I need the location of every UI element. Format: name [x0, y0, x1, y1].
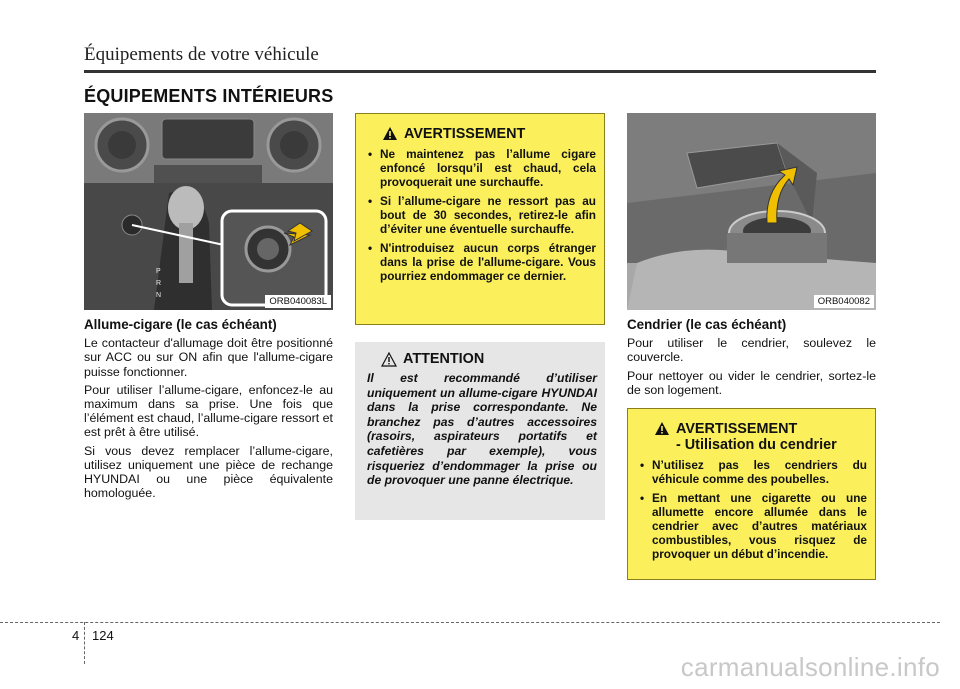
warning-title: AVERTISSEMENT [404, 125, 526, 142]
photo-code-right: ORB040082 [814, 295, 874, 308]
ashtray-heading: Cendrier (le cas échéant) [627, 317, 787, 332]
warning-item: • Ne maintenez pas l’allume cigare enfoncé lorsqu’il est chaud, cela provoquerait une surchauffe. [368, 147, 596, 189]
lighter-heading: Allume-cigare (le cas échéant) [84, 317, 277, 332]
ashtray-warning-item: • En mettant une cigarette ou une allumette encore allumée dans le cendrier avec d’autres matériaux combustibles, vous risquez de provoquer un début d’incendie. [640, 491, 867, 561]
cigarette-lighter-photo [84, 113, 333, 310]
ashtray-paragraph: Pour nettoyer ou vider le cendrier, sortez-le de son logement. [627, 368, 876, 397]
lighter-text-column [84, 318, 333, 504]
lighter-paragraph: Pour utiliser l’allume-cigare, enfoncez-le au maximum dans sa prise. Une fois que l’élément est chaud, l’allume-cigare ressort et est prêt à être utilisé. [84, 382, 333, 440]
ashtray-paragraph: Pour utiliser le cendrier, soulevez le couvercle. [627, 336, 876, 365]
warning-triangle-icon [654, 421, 670, 436]
ashtray-warning-title: AVERTISSEMENT [676, 420, 798, 437]
page-number: 124 [92, 628, 114, 643]
gear-letter-n: N [156, 292, 162, 299]
caution-body: Il est recommandé d’utiliser uniquement un allume-cigare HYUNDAI dans la prise correspondante. Ne branchez pas d’autres accessoires (rasoirs, aspirateurs portatifs et cafetières par exemple), vous risqueriez d’endommager la prise ou de provoquer une panne électrique. [367, 371, 597, 488]
warning-header [382, 126, 596, 141]
photo-code-left: ORB040083L [265, 295, 331, 308]
ashtray-warning-header [654, 421, 867, 436]
lighter-paragraph: Le contacteur d'allumage doit être positionné sur ACC ou sur ON afin que l'allume-cigare puisse fonctionner. [84, 336, 333, 379]
page-header-title: Équipements de votre véhicule [84, 44, 319, 65]
caution-header [381, 352, 597, 367]
warning-item: • N'introduisez aucun corps étranger dans la prise de l'allume-cigare. Vous pourriez endommager ce dernier. [368, 241, 596, 283]
caution-title: ATTENTION [403, 351, 485, 368]
ashtray-photo [627, 113, 876, 310]
chapter-number: 4 [72, 628, 80, 643]
ashtray-warning-subtitle: - Utilisation du cendrier [676, 437, 837, 453]
gear-letter-p: P [156, 268, 161, 275]
caution-triangle-icon [381, 352, 397, 367]
ashtray-text-column [627, 318, 876, 401]
lighter-warning-box [355, 113, 605, 325]
gear-letter-r: R [156, 280, 162, 287]
lighter-caution-box [355, 342, 605, 520]
footer-rule [0, 622, 940, 623]
ashtray-warning-box [627, 408, 876, 580]
lighter-paragraph: Si vous devez remplacer l’allume-cigare, utilisez uniquement une pièce de rechange HYUNDAI ou une pièce équivalente homologuée. [84, 443, 333, 501]
footer-divider [84, 622, 85, 664]
warning-triangle-icon [382, 126, 398, 141]
ashtray-warning-item: • N’utilisez pas les cendriers du véhicule comme des poubelles. [640, 458, 867, 486]
warning-item: • Si l’allume-cigare ne ressort pas au bout de 30 secondes, retirez-le afin d’éviter une éventuelle surchauffe. [368, 194, 596, 236]
watermark: carmanualsonline.info [680, 652, 940, 682]
header-rule [84, 70, 876, 73]
section-title: ÉQUIPEMENTS INTÉRIEURS [84, 86, 334, 106]
